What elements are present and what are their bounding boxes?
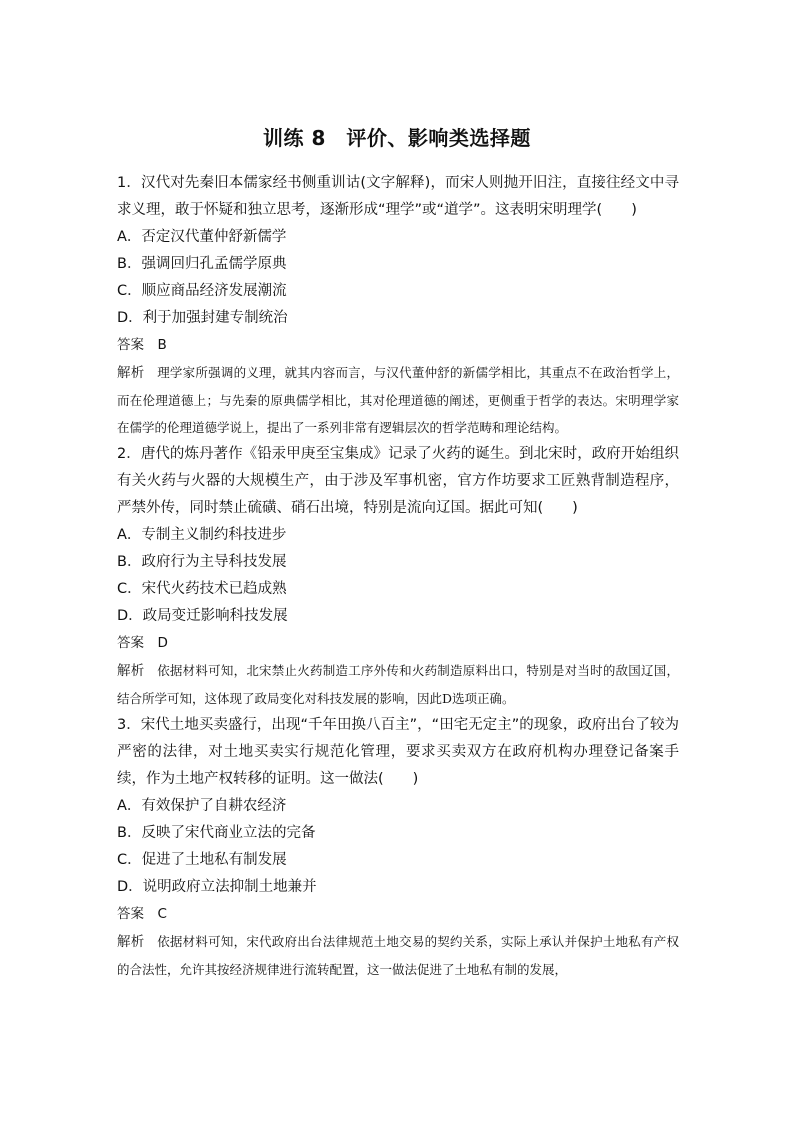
option-a: A．否定汉代董仲舒新儒学	[117, 229, 287, 245]
question-1	[117, 170, 679, 441]
answer-line	[117, 901, 679, 928]
option-d: D．政局变迁影响科技发展	[117, 608, 288, 624]
option-b: B．强调回归孔孟儒学原典	[117, 256, 287, 272]
answer-label: 答案	[117, 906, 144, 922]
analysis-label: 解析	[117, 934, 145, 950]
answer-value: C	[157, 906, 167, 922]
answer-value: D	[157, 635, 168, 651]
question-stem: 2．唐代的炼丹著作《铅汞甲庚至宝集成》记录了火药的诞生。到北宋时，政府开始组织有关火药与火器的大规模生产，由于涉及军事机密，官方作坊要求工匠熟背制造程序，严禁外传，同时禁止硫磺、硝石出境，特别是流向辽国。据此可知( )	[117, 446, 679, 516]
analysis	[117, 657, 679, 712]
option-b: B．政府行为主导科技发展	[117, 554, 287, 570]
analysis	[117, 928, 679, 983]
answer-label: 答案	[117, 337, 144, 353]
option-d: D．说明政府立法抑制土地兼并	[117, 879, 317, 895]
page-title: 训练 8 评价、影响类选择题	[263, 126, 531, 150]
question-list	[117, 170, 679, 983]
analysis-label: 解析	[117, 365, 145, 381]
option-c: C．顺应商品经济发展潮流	[117, 283, 287, 299]
answer-line	[117, 332, 679, 359]
answer-label: 答案	[117, 635, 144, 651]
analysis	[117, 359, 679, 441]
option-c: C．促进了土地私有制发展	[117, 852, 287, 868]
analysis-label: 解析	[117, 663, 145, 679]
question-stem: 1．汉代对先秦旧本儒家经书侧重训诂(文字解释)，而宋人则抛开旧注，直接往经文中寻求义理，敢于怀疑和独立思考，逐渐形成“理学”或“道学”。这表明宋明理学( )	[117, 175, 679, 218]
analysis-text: 依据材料可知，宋代政府出台法律规范土地交易的契约关系，实际上承认并保护土地私有产权的合法性，允许其按经济规律进行流转配置，这一做法促进了土地私有制的发展，	[117, 934, 679, 977]
answer-line	[117, 630, 679, 657]
answer-value: B	[157, 337, 167, 353]
option-a: A．专制主义制约科技进步	[117, 527, 287, 543]
question-3	[117, 712, 679, 983]
option-b: B．反映了宋代商业立法的完备	[117, 825, 316, 841]
question-stem: 3．宋代土地买卖盛行，出现“千年田换八百主”，“田宅无定主”的现象，政府出台了较为严密的法律，对土地买卖实行规范化管理，要求买卖双方在政府机构办理登记备案手续，作为土地产权转移的证明。这一做法( )	[117, 717, 679, 787]
analysis-text: 理学家所强调的义理，就其内容而言，与汉代董仲舒的新儒学相比，其重点不在政治哲学上，而在伦理道德上；与先秦的原典儒学相比，其对伦理道德的阐述，更侧重于哲学的表达。宋明理学家在儒学的伦理道德学说上，提出了一系列非常有逻辑层次的哲学范畴和理论结构。	[117, 365, 679, 435]
analysis-text: 依据材料可知，北宋禁止火药制造工序外传和火药制造原料出口，特别是对当时的敌国辽国，结合所学可知，这体现了政局变化对科技发展的影响，因此D选项正确。	[117, 663, 679, 706]
option-c: C．宋代火药技术已趋成熟	[117, 581, 287, 597]
question-2	[117, 441, 679, 712]
option-d: D．利于加强封建专制统治	[117, 310, 288, 326]
option-a: A．有效保护了自耕农经济	[117, 798, 287, 814]
